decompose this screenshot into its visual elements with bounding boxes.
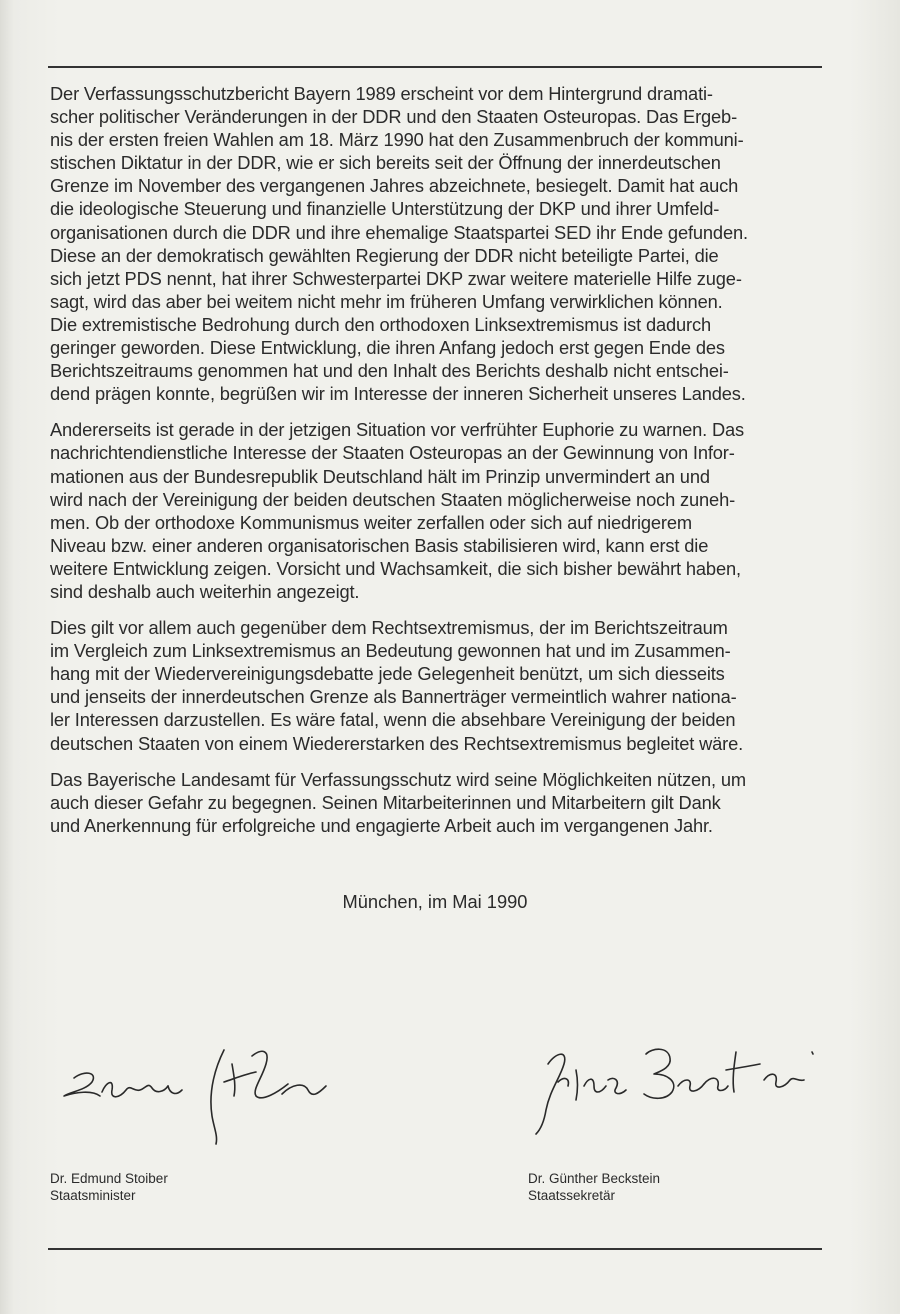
signature-stoiber — [56, 1020, 356, 1150]
signer-name: Dr. Edmund Stoiber — [50, 1171, 168, 1186]
body-text — [50, 82, 826, 850]
signer-stoiber — [50, 1170, 168, 1204]
signature-beckstein — [528, 1030, 828, 1140]
paragraph-3: Dies gilt vor allem auch gegenüber dem Rechtsextremismus, der im Berichtszeitraum im Vergleich zum Linksextremismus an Bedeutung gewonnen hat und im Zusammen- hang mit der Wiedervereinigungsdebatte jede Gelegenheit benützt, um sich diesseits und jenseits der innerdeutschen Grenze als Bannerträger vermeintlich wahrer nationa- ler Interessen darzustellen. Es wäre fatal, wenn die absehbare Vereinigung der beiden deutschen Staaten von einem Wiedererstarken des Rechtsextremismus begleitet wäre. — [50, 617, 744, 754]
signer-title: Staatssekretär — [528, 1188, 616, 1203]
signer-title: Staatsminister — [50, 1188, 136, 1203]
place-date: München, im Mai 1990 — [342, 891, 528, 912]
paragraph-4: Das Bayerische Landesamt für Verfassungsschutz wird seine Möglichkeiten nützen, um auch dieser Gefahr zu begegnen. Seinen Mitarbeiterinnen und Mitarbeitern gilt Dank und Anerkennung für erfolgreiche und engagierte Arbeit auch im vergangenen Jahr. — [50, 768, 746, 836]
paragraph-1: Der Verfassungsschutzbericht Bayern 1989 erscheint vor dem Hintergrund dramati- scher politischer Veränderungen in der DDR und den Staaten Osteuropas. Das Ergeb- nis der ersten freien Wahlen am 18. März 1990 hat den Zusammenbruch der kommuni- stischen Diktatur in der DDR, wie er sich bereits seit der Öffnung der innerdeutschen Grenze im November des vergangenen Jahres abzeichnete, besiegelt. Damit hat auch die ideologische Steuerung und finanzielle Unterstützung der DKP und ihrer Umfeld- organisationen durch die DDR und ihre ehemalige Staatspartei SED ihr Ende gefunden. Diese an der demokratisch gewählten Regierung der DDR nicht beteiligte Partei, die sich jetzt PDS nennt, hat ihrer Schwesterpartei DKP zwar weitere materielle Hilfe zuge- sagt, wird das aber bei weitem nicht mehr im früheren Umfang verwirklichen können. Die extremistische Bedrohung durch den orthodoxen Linksextremismus ist dadurch geringer geworden. Diese Entwicklung, die ihren Anfang jedoch erst gegen Ende des Berichtszeitraums genommen hat und den Inhalt des Berichts deshalb nicht entschei- dend prägen konnte, begrüßen wir im Interesse der inneren Sicherheit unseres Landes. — [50, 83, 748, 405]
bottom-rule — [48, 1248, 822, 1250]
signer-beckstein — [528, 1170, 660, 1204]
signer-name: Dr. Günther Beckstein — [528, 1171, 661, 1186]
paragraph-2: Andererseits ist gerade in der jetzigen Situation vor verfrühter Euphorie zu warnen. Das nachrichtendienstliche Interesse der Staaten Osteuropas an der Gewinnung von Infor- mationen aus der Bundesrepublik Deutschland hält im Prinzip unvermindert an und wird nach der Vereinigung der beiden deutschen Staaten möglicherweise noch zuneh- men. Ob der orthodoxe Kommunismus weiter zerfallen oder sich auf niedrigerem Niveau bzw. einer anderen organisatorischen Basis stabilisieren wird, kann erst die weitere Entwicklung zeigen. Vorsicht und Wachsamkeit, die sich bisher bewährt haben, sind deshalb auch weiterhin angezeigt. — [50, 419, 745, 602]
top-rule — [48, 66, 822, 68]
